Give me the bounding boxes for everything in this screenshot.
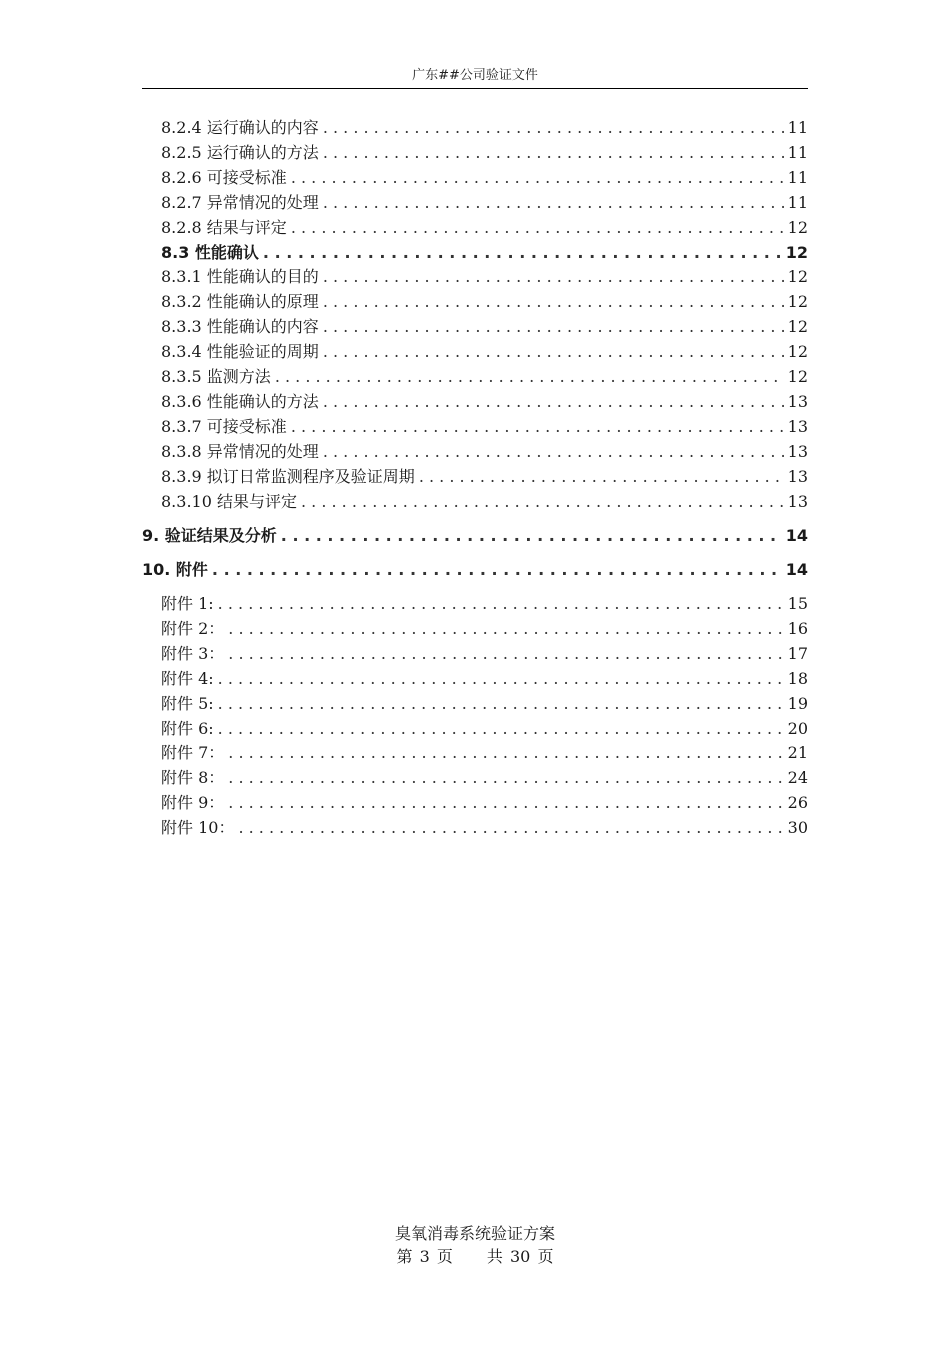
toc-entry[interactable] [142, 291, 808, 313]
toc-entry-page: 13 [787, 466, 808, 486]
toc-entry[interactable] [142, 718, 808, 740]
toc-entry[interactable] [142, 643, 808, 665]
toc-entry-page: 12 [787, 317, 808, 337]
toc-leader-dots [281, 525, 782, 547]
toc-leader-dots [228, 742, 783, 764]
toc-entry-page: 13 [787, 441, 808, 461]
page-header [142, 64, 808, 89]
footer-page-info [0, 1244, 950, 1267]
toc-entry[interactable] [142, 217, 808, 239]
toc-leader-dots [291, 167, 784, 189]
toc-entry-page: 12 [787, 367, 808, 386]
toc-entry-page: 18 [787, 668, 808, 688]
toc-entry-label: 附件 1: [161, 594, 214, 613]
toc-entry-label: 8.3.3 性能确认的内容 [161, 317, 319, 337]
toc-entry[interactable] [142, 742, 808, 764]
toc-entry-label: 附件 9： [161, 793, 225, 813]
toc-entry-page: 13 [787, 416, 808, 436]
toc-leader-dots [323, 391, 784, 413]
toc-entry[interactable] [142, 466, 808, 488]
toc-entry-label: 8.2.5 运行确认的方法 [161, 142, 319, 162]
toc-entry-page: 12 [787, 292, 808, 312]
toc-leader-dots [323, 142, 784, 164]
toc-entry[interactable] [142, 142, 808, 164]
toc-leader-dots [323, 117, 784, 139]
footer-page-label: 第 3 页 [396, 1247, 453, 1266]
toc-entry-page: 12 [787, 217, 808, 237]
toc-leader-dots [228, 792, 783, 814]
toc-entry-label: 8.3.7 可接受标准 [161, 416, 287, 436]
toc-entry-page: 17 [787, 643, 808, 663]
toc-entry-label: 8.3.4 性能验证的周期 [161, 342, 319, 362]
toc-leader-dots [275, 366, 784, 388]
toc-entry[interactable] [142, 341, 808, 363]
toc-entry[interactable] [142, 817, 808, 839]
toc-leader-dots [212, 559, 782, 581]
toc-entry-page: 13 [787, 391, 808, 411]
toc-entry[interactable] [142, 242, 808, 264]
toc-entry-label: 8.3.10 结果与评定 [161, 491, 297, 511]
toc-leader-dots [218, 718, 784, 740]
toc-entry-page: 30 [787, 818, 808, 838]
toc-entry-label: 附件 2： [161, 618, 225, 638]
toc-entry-label: 附件 10： [161, 818, 235, 838]
toc-entry[interactable] [142, 792, 808, 814]
toc-leader-dots [323, 266, 784, 288]
toc-entry-page: 19 [787, 693, 808, 713]
toc-entry-label: 8.3.1 性能确认的目的 [161, 267, 319, 287]
toc-entry[interactable] [142, 559, 808, 581]
toc-leader-dots [218, 668, 784, 690]
toc-leader-dots [228, 618, 783, 640]
toc-entry-page: 11 [787, 142, 808, 162]
toc-entry-label: 附件 8： [161, 768, 225, 788]
toc-entry-page: 26 [787, 793, 808, 813]
toc-leader-dots [323, 341, 784, 363]
toc-entry-label: 附件 3： [161, 643, 225, 663]
toc-entry-label: 8.2.7 异常情况的处理 [161, 192, 319, 212]
toc-entry[interactable] [142, 525, 808, 547]
toc-entry-label: 8.2.4 运行确认的内容 [161, 118, 319, 137]
toc-leader-dots [218, 693, 784, 715]
toc-entry[interactable] [142, 767, 808, 789]
toc-entry-page: 15 [787, 594, 808, 613]
toc-entry[interactable] [142, 416, 808, 438]
toc-entry-label: 8.3 性能确认 [161, 242, 259, 262]
toc-leader-dots [323, 316, 784, 338]
toc-entry-label: 附件 7： [161, 743, 225, 763]
toc-entry[interactable] [142, 441, 808, 463]
toc-entry-label: 附件 4: [161, 668, 214, 688]
toc-leader-dots [218, 593, 784, 615]
toc-entry-label: 8.3.2 性能确认的原理 [161, 292, 319, 312]
toc-entry-page: 16 [787, 618, 808, 638]
toc-entry-page: 12 [787, 342, 808, 362]
toc-entry-label: 8.2.6 可接受标准 [161, 167, 287, 187]
toc-leader-dots [291, 217, 784, 239]
toc-entry[interactable] [142, 618, 808, 640]
toc-leader-dots [263, 242, 782, 264]
toc-leader-dots [228, 643, 783, 665]
toc-entry[interactable] [142, 266, 808, 288]
footer-doc-title: 臭氧消毒系统验证方案 [394, 1224, 555, 1243]
toc-entry-page: 24 [787, 768, 808, 788]
toc-leader-dots [301, 491, 784, 513]
toc-entry-label: 8.3.6 性能确认的方法 [161, 391, 319, 411]
toc-entry[interactable] [142, 192, 808, 214]
toc-entry-page: 14 [785, 560, 808, 579]
toc-leader-dots [419, 466, 784, 488]
toc-entry[interactable] [142, 117, 808, 139]
toc-entry[interactable] [142, 593, 808, 615]
toc-leader-dots [323, 192, 784, 214]
toc-leader-dots [238, 817, 783, 839]
toc-entry-page: 21 [787, 743, 808, 763]
toc-leader-dots [228, 767, 783, 789]
toc-entry[interactable] [142, 167, 808, 189]
toc-entry-page: 11 [787, 118, 808, 137]
toc-entry[interactable] [142, 366, 808, 388]
toc-entry-label: 10. 附件 [142, 560, 208, 579]
toc-entry-page: 14 [785, 526, 808, 545]
toc-leader-dots [323, 441, 784, 463]
toc-entry[interactable] [142, 491, 808, 513]
toc-entry-label: 附件 6: [161, 718, 214, 738]
footer-total-label: 共 30 页 [486, 1247, 554, 1266]
toc-entry-label: 8.2.8 结果与评定 [161, 217, 287, 237]
toc-entry-page: 12 [785, 242, 808, 262]
toc-entry-page: 20 [787, 718, 808, 738]
toc-entry-label: 8.3.5 监测方法 [161, 367, 271, 386]
toc-entry-page: 11 [787, 192, 808, 212]
toc-entry[interactable] [142, 668, 808, 690]
toc-entry-label: 附件 5: [161, 693, 214, 713]
toc-entry[interactable] [142, 693, 808, 715]
toc-entry-page: 12 [787, 267, 808, 287]
toc-entry-label: 8.3.8 异常情况的处理 [161, 441, 319, 461]
toc-entry[interactable] [142, 391, 808, 413]
toc-leader-dots [291, 416, 784, 438]
toc-leader-dots [323, 291, 784, 313]
toc-entry[interactable] [142, 316, 808, 338]
toc-entry-page: 11 [787, 167, 808, 187]
toc-entry-label: 8.3.9 拟订日常监测程序及验证周期 [161, 466, 415, 486]
header-title: 广东##公司验证文件 [412, 68, 538, 83]
toc-entry-label: 9. 验证结果及分析 [142, 526, 277, 545]
toc-entry-page: 13 [787, 491, 808, 511]
